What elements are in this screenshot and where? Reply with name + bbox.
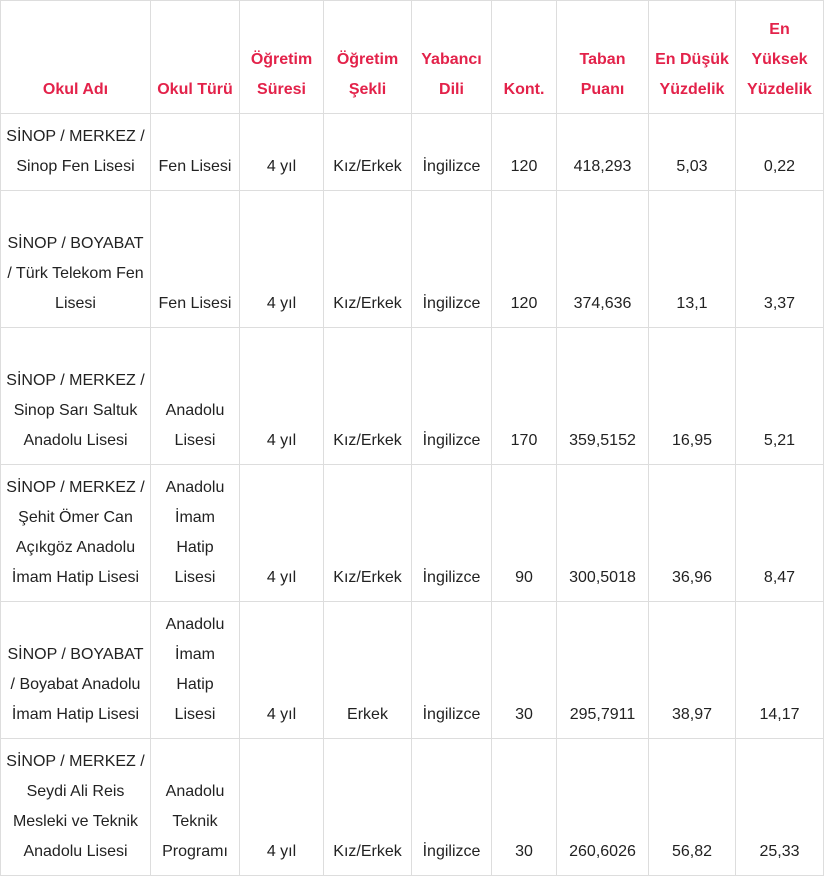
cell-kontenjan: 120	[492, 114, 557, 191]
cell-yabanci-dili: İngilizce	[412, 465, 492, 602]
cell-en-dusuk-yuzdelik: 36,96	[649, 465, 736, 602]
header-okul-adi: Okul Adı	[1, 1, 151, 114]
cell-yabanci-dili: İngilizce	[412, 328, 492, 465]
cell-okul-adi: SİNOP / MERKEZ / Seydi Ali Reis Mesleki ve Teknik Anadolu Lisesi	[1, 739, 151, 876]
cell-okul-turu: Anadolu Lisesi	[151, 328, 240, 465]
header-ogretim-sekli: Öğretim Şekli	[324, 1, 412, 114]
cell-en-dusuk-yuzdelik: 38,97	[649, 602, 736, 739]
cell-okul-turu: Anadolu Teknik Programı	[151, 739, 240, 876]
header-row	[1, 1, 824, 114]
cell-taban-puani: 418,293	[557, 114, 649, 191]
cell-yabanci-dili: İngilizce	[412, 602, 492, 739]
cell-okul-adi: SİNOP / MERKEZ / Sinop Fen Lisesi	[1, 114, 151, 191]
table-row	[1, 739, 824, 876]
table-row	[1, 328, 824, 465]
cell-okul-adi: SİNOP / BOYABAT / Boyabat Anadolu İmam Hatip Lisesi	[1, 602, 151, 739]
cell-yabanci-dili: İngilizce	[412, 114, 492, 191]
cell-en-dusuk-yuzdelik: 56,82	[649, 739, 736, 876]
cell-en-yuksek-yuzdelik: 0,22	[736, 114, 824, 191]
cell-ogretim-sekli: Kız/Erkek	[324, 191, 412, 328]
cell-en-yuksek-yuzdelik: 14,17	[736, 602, 824, 739]
cell-ogretim-suresi: 4 yıl	[240, 114, 324, 191]
header-ogretim-suresi: Öğretim Süresi	[240, 1, 324, 114]
table-row	[1, 191, 824, 328]
cell-yabanci-dili: İngilizce	[412, 191, 492, 328]
cell-ogretim-sekli: Kız/Erkek	[324, 465, 412, 602]
cell-en-dusuk-yuzdelik: 5,03	[649, 114, 736, 191]
cell-taban-puani: 295,7911	[557, 602, 649, 739]
cell-kontenjan: 170	[492, 328, 557, 465]
cell-taban-puani: 300,5018	[557, 465, 649, 602]
cell-ogretim-suresi: 4 yıl	[240, 328, 324, 465]
header-yabanci-dili: Yabancı Dili	[412, 1, 492, 114]
cell-kontenjan: 90	[492, 465, 557, 602]
cell-ogretim-suresi: 4 yıl	[240, 602, 324, 739]
cell-kontenjan: 120	[492, 191, 557, 328]
cell-en-yuksek-yuzdelik: 5,21	[736, 328, 824, 465]
cell-en-dusuk-yuzdelik: 13,1	[649, 191, 736, 328]
cell-ogretim-suresi: 4 yıl	[240, 465, 324, 602]
cell-ogretim-suresi: 4 yıl	[240, 739, 324, 876]
cell-ogretim-sekli: Kız/Erkek	[324, 114, 412, 191]
cell-okul-turu: Fen Lisesi	[151, 114, 240, 191]
cell-okul-turu: Anadolu İmam Hatip Lisesi	[151, 465, 240, 602]
cell-en-yuksek-yuzdelik: 25,33	[736, 739, 824, 876]
cell-taban-puani: 374,636	[557, 191, 649, 328]
header-en-yuksek-yuzdelik: En Yüksek Yüzdelik	[736, 1, 824, 114]
cell-taban-puani: 260,6026	[557, 739, 649, 876]
header-kontenjan: Kont.	[492, 1, 557, 114]
cell-ogretim-sekli: Kız/Erkek	[324, 328, 412, 465]
table-row	[1, 602, 824, 739]
table-row	[1, 465, 824, 602]
cell-taban-puani: 359,5152	[557, 328, 649, 465]
cell-en-yuksek-yuzdelik: 8,47	[736, 465, 824, 602]
cell-en-yuksek-yuzdelik: 3,37	[736, 191, 824, 328]
cell-ogretim-suresi: 4 yıl	[240, 191, 324, 328]
cell-yabanci-dili: İngilizce	[412, 739, 492, 876]
cell-ogretim-sekli: Erkek	[324, 602, 412, 739]
table-row	[1, 114, 824, 191]
cell-okul-adi: SİNOP / MERKEZ / Sinop Sarı Saltuk Anadolu Lisesi	[1, 328, 151, 465]
cell-okul-turu: Fen Lisesi	[151, 191, 240, 328]
header-en-dusuk-yuzdelik: En Düşük Yüzdelik	[649, 1, 736, 114]
cell-kontenjan: 30	[492, 739, 557, 876]
cell-okul-adi: SİNOP / BOYABAT / Türk Telekom Fen Lisesi	[1, 191, 151, 328]
cell-okul-turu: Anadolu İmam Hatip Lisesi	[151, 602, 240, 739]
cell-ogretim-sekli: Kız/Erkek	[324, 739, 412, 876]
cell-okul-adi: SİNOP / MERKEZ / Şehit Ömer Can Açıkgöz Anadolu İmam Hatip Lisesi	[1, 465, 151, 602]
header-okul-turu: Okul Türü	[151, 1, 240, 114]
cell-en-dusuk-yuzdelik: 16,95	[649, 328, 736, 465]
cell-kontenjan: 30	[492, 602, 557, 739]
header-taban-puani: Taban Puanı	[557, 1, 649, 114]
